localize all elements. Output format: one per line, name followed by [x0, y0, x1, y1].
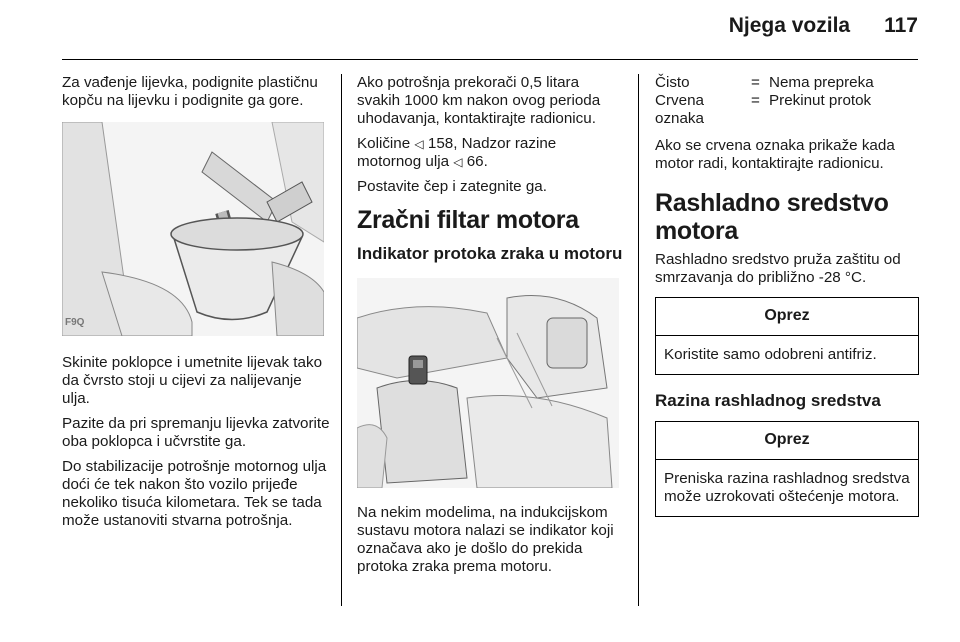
paragraph: Ako potrošnja prekorači 0,5 litara svakih 1000 km nakon ovog perioda uhodavanja, kontaktirajte radionicu.	[357, 74, 601, 127]
table-sep: =	[751, 74, 760, 91]
column-divider	[341, 74, 342, 606]
paragraph: Za vađenje lijevka, podignite plastičnu kopču na lijevku i podignite ga gore.	[62, 74, 318, 109]
indicator-table	[655, 74, 919, 128]
funnel-illustration	[62, 122, 324, 336]
paragraph: Do stabilizacije potrošnje motornog ulja doći će tek nakon što vozilo prijeđe nekoliko tisuća kilometara. Tek se tada može ustanoviti stvarna potrošnja.	[62, 458, 327, 529]
page-header	[729, 14, 918, 38]
column-3	[655, 74, 919, 533]
paragraph: Postavite čep i zategnite ga.	[357, 178, 547, 195]
paragraph: Skinite poklopce i umetnite lijevak tako da čvrsto stoji u cijevi za nalijevanje ulja.	[62, 354, 323, 407]
caution-box	[655, 421, 919, 517]
caution-text: Koristite samo odobreni antifriz.	[664, 346, 877, 363]
table-key: Crvena oznaka	[655, 92, 704, 127]
section-heading: Rashladno sredstvo motora	[655, 189, 889, 245]
table-sep: =	[751, 92, 760, 109]
ref-text: 158, Nadzor razine motornog ulja	[357, 135, 557, 170]
engine-illustration	[357, 278, 619, 488]
paragraph: Ako se crvena oznaka prikaže kada motor radi, kontaktirajte radionicu.	[655, 137, 895, 172]
funnel-drawing	[62, 122, 324, 336]
reference-arrow-icon: ◁	[414, 137, 424, 151]
paragraph: Na nekim modelima, na indukcijskom sustavu motora nalazi se indikator koji označava ako je došlo do prekida protoka zraka prema motoru.	[357, 504, 614, 575]
ref-text: 66.	[466, 153, 488, 170]
page-number: 117	[884, 14, 918, 37]
column-1	[62, 74, 330, 537]
paragraph	[357, 135, 623, 171]
column-divider	[638, 74, 639, 606]
paragraph: Pazite da pri spremanju lijevka zatvorite oba poklopca i učvrstite ga.	[62, 415, 330, 450]
table-value: Nema prepreka	[769, 74, 874, 91]
reference-arrow-icon: ◁	[453, 155, 463, 169]
subsection-heading: Razina rashladnog sredstva	[655, 391, 881, 410]
caution-title: Oprez	[656, 298, 918, 336]
table-value: Prekinut protok	[769, 92, 872, 109]
caution-title: Oprez	[656, 422, 918, 460]
page-title: Njega vozila	[728, 14, 851, 37]
table-key: Čisto	[655, 74, 690, 91]
engine-drawing	[357, 278, 619, 488]
ref-text: Količine	[357, 135, 411, 152]
header-rule	[62, 59, 918, 60]
column-2	[357, 74, 623, 583]
subsection-heading: Indikator protoka zraka u motoru	[357, 244, 623, 263]
caution-text: Preniska razina rashladnog sredstva može uzrokovati oštećenje motora.	[664, 470, 910, 505]
paragraph: Rashladno sredstvo pruža zaštitu od smrzavanja do približno -28 °C.	[655, 251, 901, 286]
figure-label: F9Q	[65, 317, 85, 328]
section-heading: Zračni filtar motora	[357, 206, 579, 234]
caution-box	[655, 297, 919, 375]
